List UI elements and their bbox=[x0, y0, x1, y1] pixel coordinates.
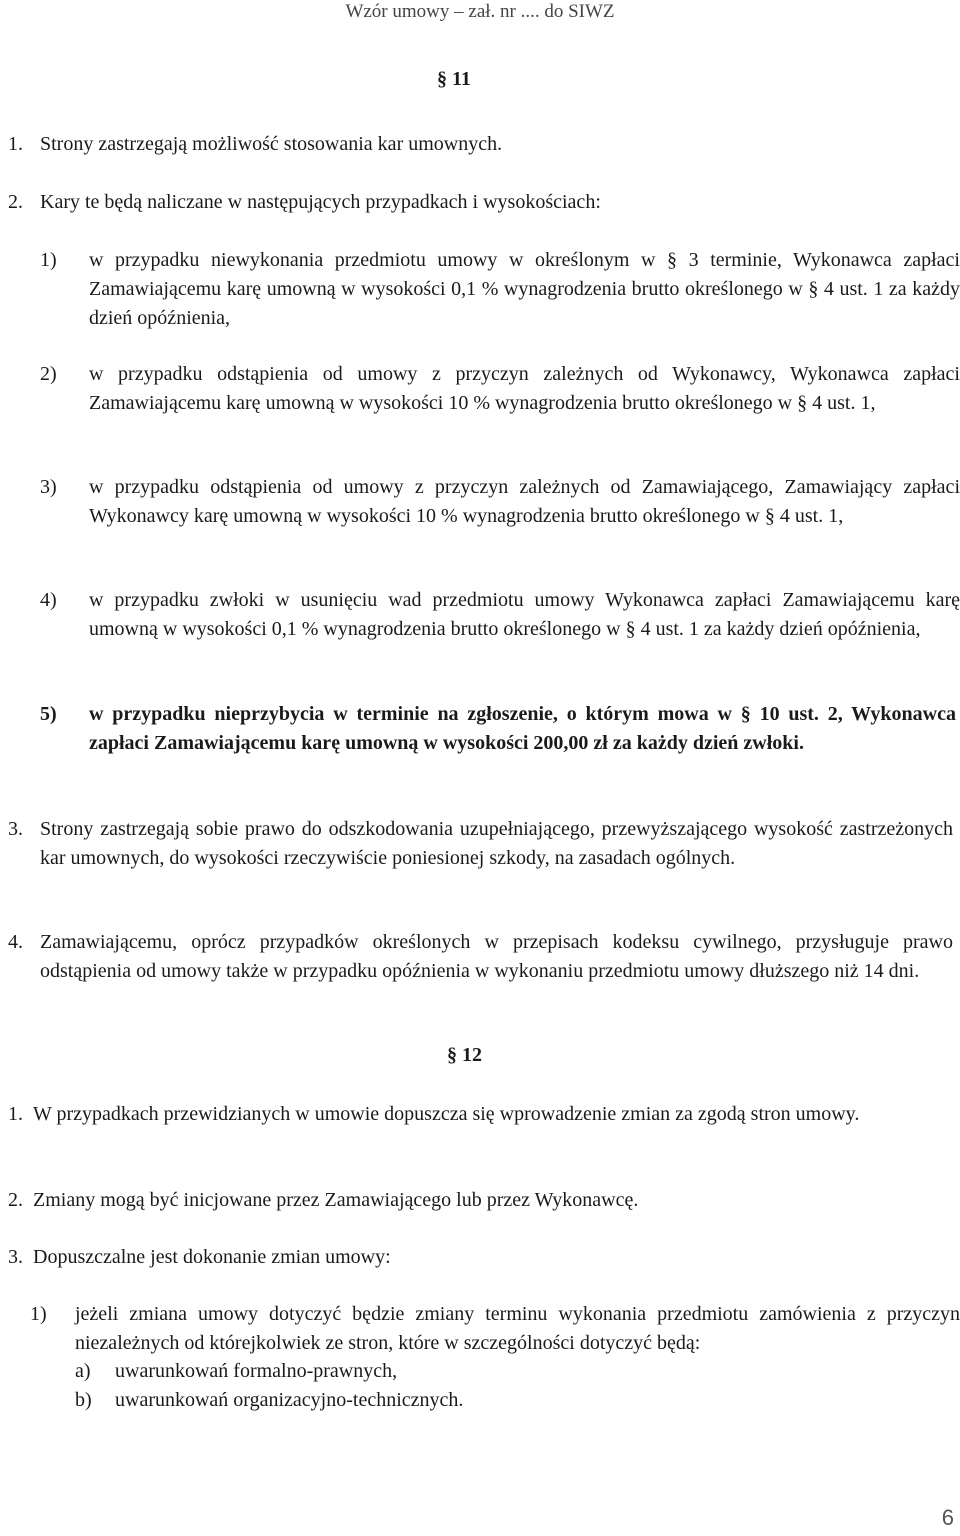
s11-paragraph-2 bbox=[8, 188, 953, 217]
s12-paragraph-3 bbox=[8, 1243, 953, 1272]
section-11-title: § 11 bbox=[437, 68, 471, 90]
s12-subitem-b bbox=[75, 1386, 935, 1415]
s11-item-1 bbox=[40, 246, 960, 333]
paragraph-number: 3. bbox=[8, 1246, 23, 1268]
item-number: 3) bbox=[40, 476, 57, 498]
paragraph-number: 2. bbox=[8, 1189, 23, 1211]
paragraph-text: Strony zastrzegają możliwość stosowania kar umownych. bbox=[40, 133, 503, 155]
item-number: 5) bbox=[40, 703, 57, 725]
item-number: 4) bbox=[40, 589, 57, 611]
s11-paragraph-3 bbox=[8, 815, 953, 873]
s12-paragraph-1 bbox=[8, 1100, 960, 1129]
item-text: w przypadku zwłoki w usunięciu wad przedmiotu umowy Wykonawca zapłaci Zamawiającemu karę umowną w wysokości 0,1 % wynagrodzenia brutto określonego w § 4 ust. 1 za każdy dzień opóźnienia, bbox=[89, 589, 960, 640]
subitem-text: uwarunkowań formalno-prawnych, bbox=[115, 1360, 398, 1382]
s11-item-2 bbox=[40, 360, 960, 418]
paragraph-number: 3. bbox=[8, 818, 23, 840]
item-number: 1) bbox=[40, 249, 57, 271]
subitem-letter: a) bbox=[75, 1360, 91, 1382]
item-text: w przypadku niewykonania przedmiotu umowy w określonym w § 3 terminie, Wykonawca zapłaci Zamawiającemu karę umowną w wysokości 0,1 % wynagrodzenia brutto określonego w § 4 ust. 1 za każdy dzień opóźnienia, bbox=[89, 249, 960, 329]
s11-paragraph-4 bbox=[8, 928, 953, 986]
subitem-text: uwarunkowań organizacyjno-technicznych. bbox=[115, 1389, 464, 1411]
item-text: jeżeli zmiana umowy dotyczyć będzie zmiany terminu wykonania przedmiotu zamówienia z przyczyn niezależnych od którejkolwiek ze stron, które w szczególności dotyczyć będą: bbox=[75, 1303, 960, 1354]
paragraph-text: Zmiany mogą być inicjowane przez Zamawiającego lub przez Wykonawcę. bbox=[33, 1189, 639, 1211]
item-number: 2) bbox=[40, 363, 57, 385]
item-number: 1) bbox=[30, 1303, 47, 1325]
paragraph-number: 1. bbox=[8, 133, 23, 155]
item-text: w przypadku odstąpienia od umowy z przyczyn zależnych od Zamawiającego, Zamawiający zapłaci Wykonawcy karę umowną w wysokości 10 % wynagrodzenia brutto określonego w § 4 ust. 1, bbox=[89, 476, 960, 527]
paragraph-text: Strony zastrzegają sobie prawo do odszkodowania uzupełniającego, przewyższającego wysokość zastrzeżonych kar umownych, do wysokości rzeczywiście poniesionej szkody, na zasadach ogólnych. bbox=[40, 818, 953, 869]
item-text: w przypadku nieprzybycia w terminie na zgłoszenie, o którym mowa w § 10 ust. 2, Wykonawca zapłaci Zamawiającemu karę umowną w wysokości 200,00 zł za każdy dzień zwłoki. bbox=[89, 703, 956, 754]
paragraph-number: 4. bbox=[8, 931, 23, 953]
s11-item-5 bbox=[40, 700, 956, 758]
paragraph-text: Dopuszczalne jest dokonanie zmian umowy: bbox=[33, 1246, 391, 1268]
s11-item-4 bbox=[40, 586, 960, 644]
s11-item-3 bbox=[40, 473, 960, 531]
s12-item-1 bbox=[30, 1300, 960, 1358]
s12-paragraph-2 bbox=[8, 1186, 953, 1215]
page-number: 6 bbox=[941, 1505, 954, 1530]
paragraph-number: 2. bbox=[8, 191, 23, 213]
section-12-title: § 12 bbox=[447, 1044, 482, 1066]
paragraph-text: W przypadkach przewidzianych w umowie dopuszcza się wprowadzenie zmian za zgodą stron umowy. bbox=[33, 1103, 860, 1125]
paragraph-text: Zamawiającemu, oprócz przypadków określonych w przepisach kodeksu cywilnego, przysługuje prawo odstąpienia od umowy także w przypadku opóźnienia w wykonaniu przedmiotu umowy dłuższego niż 14 dni. bbox=[40, 931, 953, 982]
paragraph-text: Kary te będą naliczane w następujących przypadkach i wysokościach: bbox=[40, 191, 601, 213]
subitem-letter: b) bbox=[75, 1389, 92, 1411]
item-text: w przypadku odstąpienia od umowy z przyczyn zależnych od Wykonawcy, Wykonawca zapłaci Zamawiającemu karę umowną w wysokości 10 % wynagrodzenia brutto określonego w § 4 ust. 1, bbox=[89, 363, 960, 414]
s12-subitem-a bbox=[75, 1357, 935, 1386]
s11-paragraph-1 bbox=[8, 130, 953, 159]
paragraph-number: 1. bbox=[8, 1103, 23, 1125]
page-header: Wzór umowy – zał. nr .... do SIWZ bbox=[345, 1, 615, 22]
